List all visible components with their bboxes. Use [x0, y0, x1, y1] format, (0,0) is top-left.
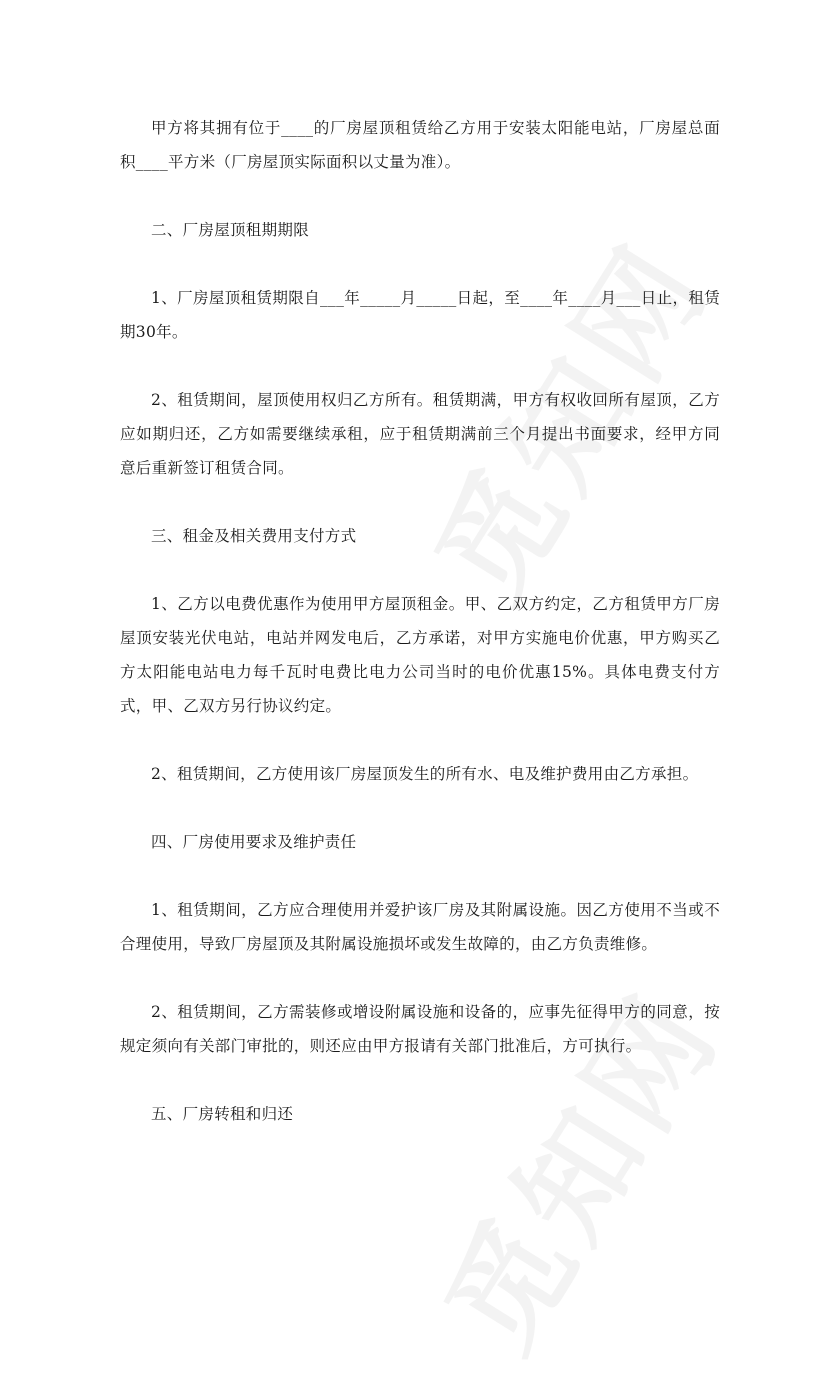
section-heading-rent-payment: 三、租金及相关费用支付方式 — [151, 527, 357, 545]
section-heading-sublease-return: 五、厂房转租和归还 — [151, 1105, 294, 1123]
paragraph-lease-period: 1、厂房屋顶租赁期限自___年_____月_____日起，至____年____月___日止，租赁期30年。 — [120, 289, 720, 341]
paragraph-lease-usage-rights: 2、租赁期间，屋顶使用权归乙方所有。租赁期满，甲方有权收回所有屋顶，乙方应如期归还，乙方如需要继续承租，应于租赁期满前三个月提出书面要求，经甲方同意后重新签订租赁合同。 — [120, 391, 720, 477]
paragraph-maintenance-costs: 2、租赁期间，乙方使用该厂房屋顶发生的所有水、电及维护费用由乙方承担。 — [151, 765, 699, 783]
section-heading-lease-term: 二、厂房屋顶租期期限 — [151, 221, 310, 239]
paragraph-roof-lease: 甲方将其拥有位于____的厂房屋顶租赁给乙方用于安装太阳能电站，厂房屋总面积____平方米（厂房屋顶实际面积以丈量为准）。 — [120, 119, 720, 171]
section-heading-usage-requirements: 四、厂房使用要求及维护责任 — [151, 833, 357, 851]
document-body — [120, 111, 720, 1165]
paragraph-proper-use: 1、租赁期间，乙方应合理使用并爱护该厂房及其附属设施。因乙方使用不当或不合理使用，导致厂房屋顶及其附属设施损坏或发生故障的，由乙方负责维修。 — [120, 901, 720, 953]
paragraph-electricity-discount: 1、乙方以电费优惠作为使用甲方屋顶租金。甲、乙双方约定，乙方租赁甲方厂房屋顶安装光伏电站，电站并网发电后，乙方承诺，对甲方实施电价优惠，甲方购买乙方太阳能电站电力每千瓦时电费比电力公司当时的电价优惠15%。具体电费支付方式，甲、乙双方另行协议约定。 — [120, 595, 720, 715]
paragraph-renovation-approval: 2、租赁期间，乙方需装修或增设附属设施和设备的，应事先征得甲方的同意，按规定须向有关部门审批的，则还应由甲方报请有关部门批准后，方可执行。 — [120, 1003, 720, 1055]
